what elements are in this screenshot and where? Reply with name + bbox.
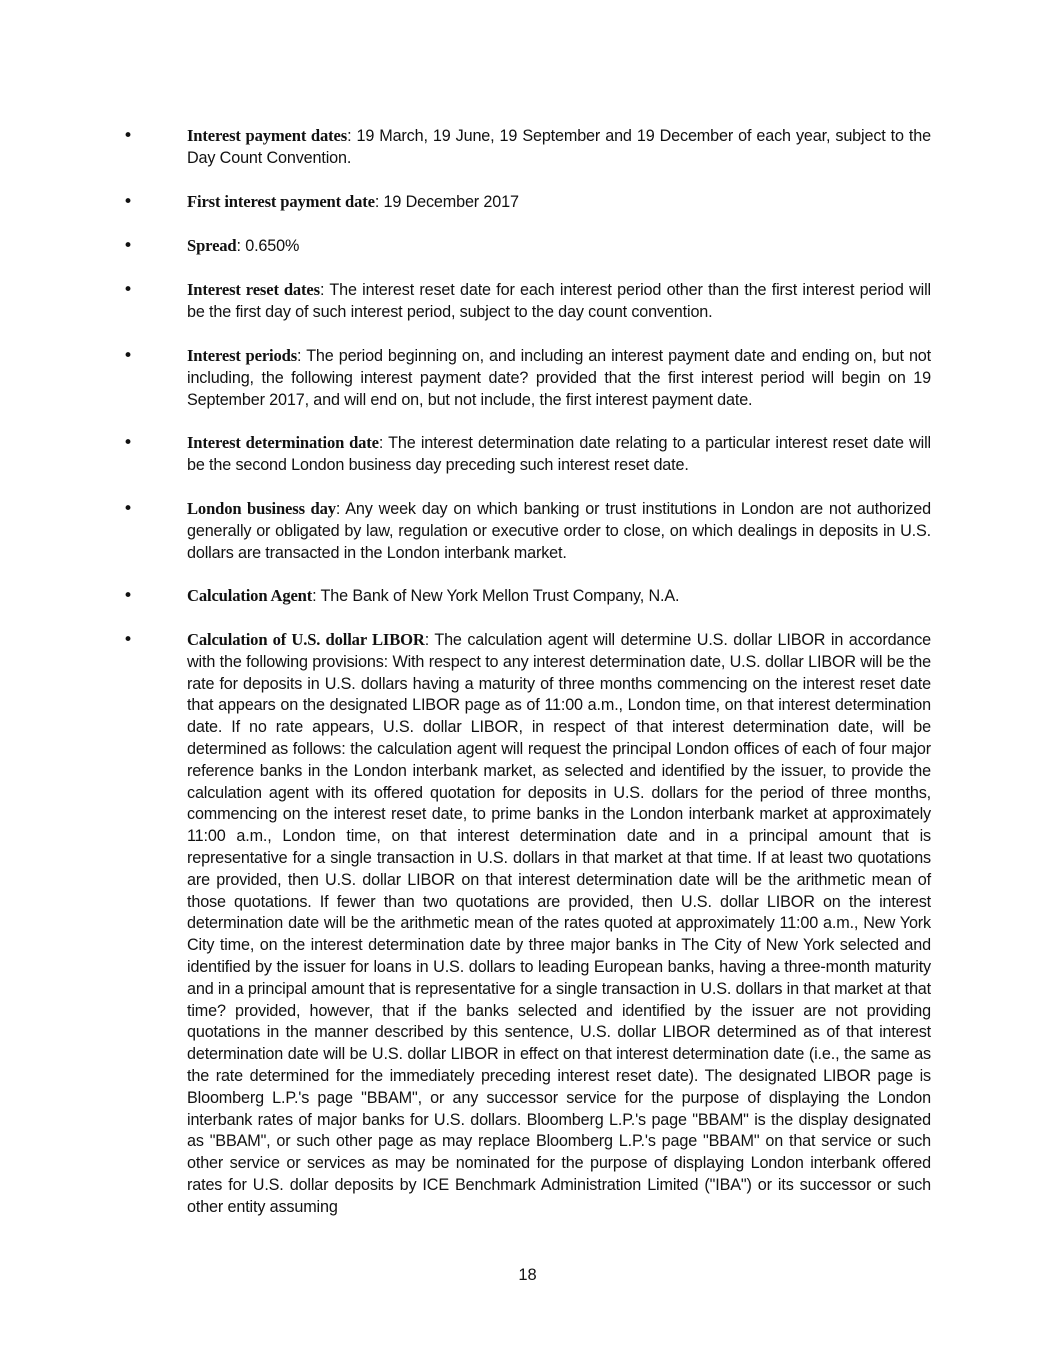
term-label: Interest reset dates	[187, 280, 320, 299]
term-label: First interest payment date	[187, 192, 375, 211]
list-item-text	[187, 345, 931, 411]
bullet-icon: •	[123, 499, 134, 519]
bullet-icon: •	[123, 280, 134, 300]
list-item-text	[187, 432, 931, 477]
term-description: : 0.650%	[236, 237, 300, 255]
list-item-text	[187, 585, 931, 608]
term-description: : The interest determination date relating to a particular interest reset date will be the second London business day preceding such interest reset date.	[187, 434, 931, 474]
bullet-icon: •	[123, 126, 134, 146]
term-label: Interest determination date	[187, 433, 379, 452]
term-label: Spread	[187, 236, 237, 255]
term-label: Interest payment dates	[187, 126, 348, 145]
list-item-text	[187, 629, 931, 1219]
term-label: London business day	[187, 499, 336, 518]
term-description: : The calculation agent will determine U.S. dollar LIBOR in accordance with the following provisions: With respect to any interest determination date, U.S. dollar LIBOR will be the rate for deposits in U.S. dollars having a maturity of three months commencing on the interest reset date that appears on the designated LIBOR page as of 11:00 a.m., London time, on that interest determination date. If no rate appears, U.S. dollar LIBOR, in respect of that interest determination date, will be determined as follows: the calculation agent will request the principal London offices of each of four major reference banks in the London interbank market, as selected and identified by the issuer, to provide the calculation agent with its offered quotation for deposits in U.S. dollars for the period of three months, commencing on the interest reset date, to prime banks in the London interbank market at approximately 11:00 a.m., London time, on that interest determination date and in a principal amount that is representative for a single transaction in U.S. dollars in that market at that time. If at least two quotations are provided, then U.S. dollar LIBOR on that interest determination date will be the arithmetic mean of those quotations. If fewer than two quotations are provided, then U.S. dollar LIBOR on the interest determination date will be the arithmetic mean of the rates quoted at approximately 11:00 a.m., New York City time, on the interest determination date by three major banks in The City of New York selected and identified by the issuer for loans in U.S. dollars to leading European banks, having a three-month maturity and in a principal amount that is representative for a single transaction in U.S. dollars in that market at that time? provided, however, that if the banks selected and identified by the issuer are not providing quotations in the manner described by this sentence, U.S. dollar LIBOR determined as of that interest determination date will be U.S. dollar LIBOR in effect on that interest determination date (i.e., the same as the rate determined for the immediately preceding interest reset date). The designated LIBOR page is Bloomberg L.P.'s page "BBAM", or any successor service for the purpose of displaying the London interbank rates of major banks for U.S. dollars. Bloomberg L.P.'s page "BBAM" is the display designated as "BBAM", or such other page as may replace Bloomberg L.P.'s page "BBAM" on that service or such other service or services as may be nominated for the purpose of displaying London interbank offered rates for U.S. dollar deposits by ICE Benchmark Administration Limited ("IBA") or its successor or such other entity assuming	[187, 631, 931, 1216]
bullet-icon: •	[123, 192, 134, 212]
list-item-text	[187, 235, 931, 258]
term-description: : The Bank of New York Mellon Trust Company, N.A.	[312, 587, 680, 605]
term-label: Interest periods	[187, 346, 298, 365]
term-description: : 19 March, 19 June, 19 September and 19 December of each year, subject to the Day Count Convention.	[187, 127, 931, 167]
list-item-text	[187, 191, 931, 214]
page-number: 18	[518, 1266, 537, 1284]
list-item-text	[187, 279, 931, 324]
term-label: Calculation of U.S. dollar LIBOR	[187, 630, 425, 649]
term-description: : Any week day on which banking or trust institutions in London are not authorized generally or obligated by law, regulation or executive order to close, on which dealings in deposits in U.S. dollars are transacted in the London interbank market.	[187, 500, 932, 562]
bullet-icon: •	[123, 346, 134, 366]
bullet-icon: •	[123, 630, 134, 650]
term-description: : The period beginning on, and including an interest payment date and ending on, but not including, the following interest payment date? provided that the first interest period will begin on 19 September 2017, and will end on, but not include, the first interest payment date.	[187, 347, 931, 409]
list-item-text	[187, 498, 931, 564]
bullet-icon: •	[123, 236, 134, 256]
term-description: : 19 December 2017	[374, 193, 519, 211]
term-description: : The interest reset date for each interest period other than the first interest period will be the first day of such interest period, subject to the day count convention.	[187, 281, 931, 321]
list-item-text	[187, 125, 931, 170]
bullet-icon: •	[123, 433, 134, 453]
bullet-icon: •	[123, 586, 134, 606]
term-label: Calculation Agent	[187, 586, 313, 605]
